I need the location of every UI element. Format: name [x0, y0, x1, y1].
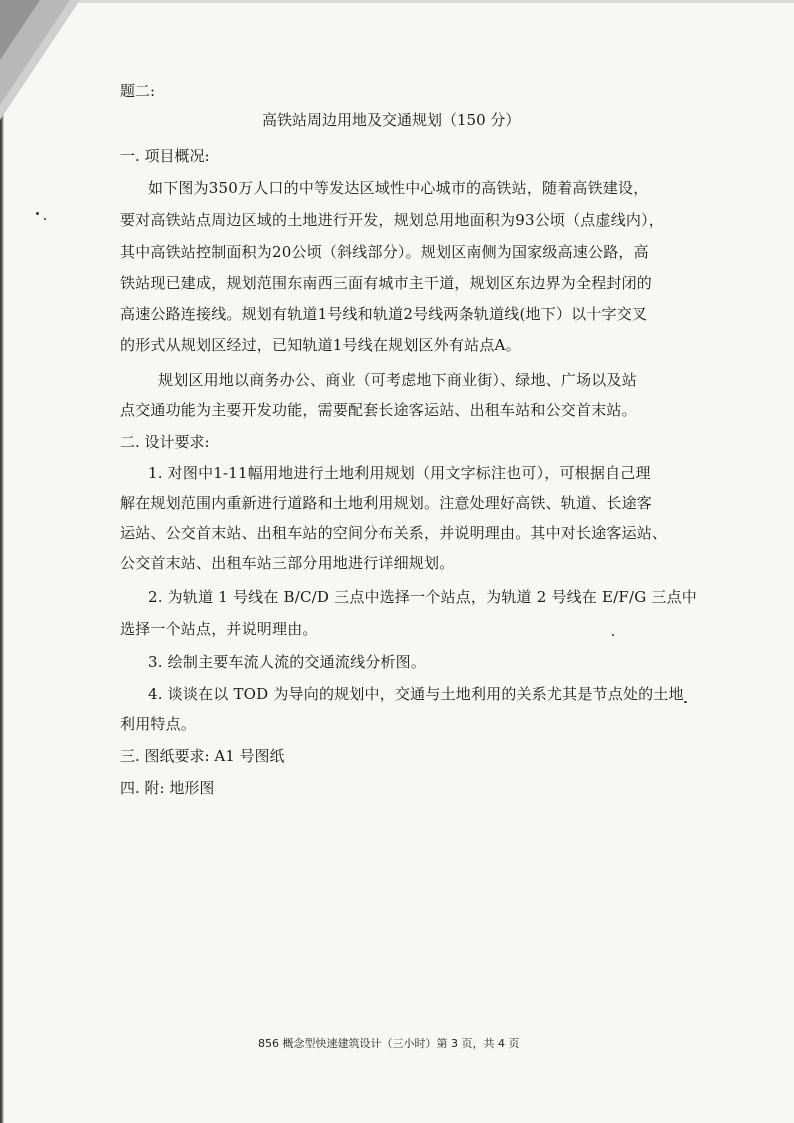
overview-line-6: 的形式从规划区经过，已知轨道1号线在规划区外有站点A。 [120, 336, 521, 354]
requirement-2-line-2: 选择一个站点，并说明理由。 [120, 620, 318, 638]
requirement-4-line-2: 利用特点。 [120, 715, 197, 733]
overview-line-4: 铁站现已建成，规划范围东南西三面有城市主干道，规划区东边界为全程封闭的 [120, 274, 653, 292]
page-footer: 856 概念型快速建筑设计（三小时）第 3 页，共 4 页 [258, 1037, 520, 1050]
landuse-line-2: 点交通功能为主要开发功能，需要配套长途客运站、出租车站和公交首末站。 [120, 401, 637, 419]
scan-speck [684, 701, 687, 703]
requirement-3-line-1: 3. 绘制主要车流人流的交通流线分析图。 [148, 653, 427, 671]
question-label: 题二: [120, 82, 156, 100]
requirement-1-line-4: 公交首末站、出租车站三部分用地进行详细规划。 [120, 554, 455, 572]
scan-speck [36, 212, 39, 215]
scan-left-edge [0, 0, 4, 1123]
requirement-2-line-1: 2. 为轨道 1 号线在 B/C/D 三点中选择一个站点，为轨道 2 号线在 E/F/G 三点中 [148, 588, 697, 606]
overview-line-2: 要对高铁站点周边区域的土地进行开发，规划总用地面积为93公顷（点虚线内）， [120, 211, 664, 229]
requirement-1-line-3: 运站、公交首末站、出租车站的空间分布关系，并说明理由。其中对长途客运站、 [120, 524, 668, 542]
section-heading-overview: 一. 项目概况: [120, 147, 210, 165]
folded-corner-shadow [0, 0, 80, 120]
landuse-line-1: 规划区用地以商务办公、商业（可考虑地下商业街）、绿地、广场以及站 [158, 371, 637, 389]
section-heading-drawing: 三. 图纸要求: A1 号图纸 [120, 747, 285, 765]
scan-speck [44, 218, 46, 220]
requirement-4-line-1: 4. 谈谈在以 TOD 为导向的规划中，交通与土地利用的关系尤其是节点处的土地 [148, 685, 684, 703]
overview-line-3: 其中高铁站控制面积为20公顷（斜线部分）。规划区南侧为国家级高速公路，高 [120, 243, 649, 261]
requirement-1-line-2: 解在规划范围内重新进行道路和土地利用规划。注意处理好高铁、轨道、长途客 [120, 494, 653, 512]
scan-speck [612, 634, 614, 636]
page-title: 高铁站周边用地及交通规划（150 分） [262, 111, 521, 129]
section-heading-appendix: 四. 附: 地形图 [120, 779, 215, 797]
requirement-1-line-1: 1. 对图中1-11幅用地进行土地利用规划（用文字标注也可），可根据自己理 [148, 464, 651, 482]
overview-line-5: 高速公路连接线。规划有轨道1号线和轨道2号线两条轨道线(地下）以十字交叉 [120, 305, 648, 323]
overview-line-1: 如下图为350万人口的中等发达区域性中心城市的高铁站，随着高铁建设， [148, 179, 649, 197]
section-heading-requirements: 二. 设计要求: [120, 433, 210, 451]
scan-top-edge [0, 0, 794, 3]
